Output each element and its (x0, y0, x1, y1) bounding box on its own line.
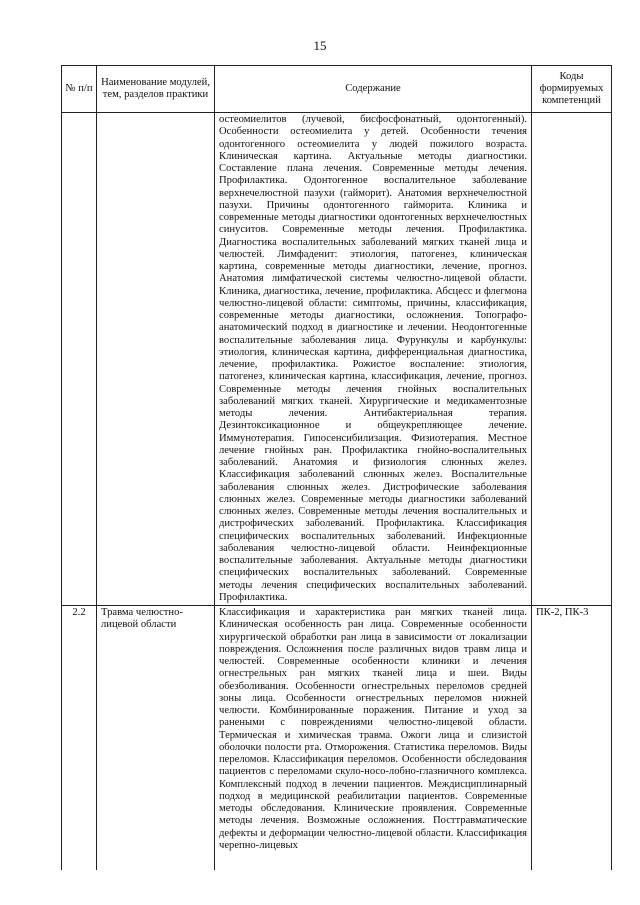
table-row (62, 113, 612, 606)
curriculum-table (61, 65, 612, 870)
header-competency-codes: Коды формируемых компетенций (532, 66, 612, 113)
row-module-name: Травма челюстно-лицевой области (97, 606, 215, 871)
table-row (62, 606, 612, 871)
header-content: Содержание (215, 66, 532, 113)
row-competency-codes: ПК-2, ПК-3 (532, 606, 612, 871)
row-content: Классификация и характеристика ран мягких тканей лица. Клиническая особенность ран лица. Современные особенности хирургической обработки ран лица в зависимости от локализации повреждения. Осложнения после различных видов травм лица и челюстей. Современные особенности клиники и лечения огнестрельных ран мягких тканей лица и шеи. Виды обезболивания. Особенности огнестрельных переломов средней зоны лица. Особенности огнестрельных переломов нижней челюсти. Комбинированные поражения. Питание и уход за ранеными с повреждениями челюстно-лицевой области. Термическая и химическая травма. Ожоги лица и слизистой оболочки полости рта. Отморожения. Статистика переломов. Виды переломов. Классификация переломов. Особенности обследования пациентов с переломами скуло-носо-лобно-глазничного комплекса. Комплексный подход в лечении пациентов. Междисциплинарный подход в медицинской реабилитации пациентов. Современные методы обследования. Клинические проявления. Современные методы лечения. Возможные осложнения. Посттравматические дефекты и деформации челюстно-лицевой области. Классификация черепно-лицевых (215, 606, 532, 871)
header-module-name: Наименование модулей, тем, разделов практики (97, 66, 215, 113)
row-content: остеомиелитов (лучевой, бисфосфонатный, одонтогенный). Особенности остеомиелита у детей. Особенности течения одонтогенного остеомиелита у людей пожилого возраста. Клиническая картина. Актуальные методы диагностики. Составление плана лечения. Современные методы лечения. Профилактика. Одонтогенное воспалительное заболевание верхнечелюстной пазухи (гайморит). Анатомия верхнечелюстной пазухи. Причины одонтогенного гайморита. Клиника и современные методы диагностики одонтогенных верхнечелюстных синуситов. Современные методы лечения. Профилактика. Диагностика воспалительных заболеваний мягких тканей лица и челюстей. Лимфаденит: этиология, патогенез, клиническая картина, современные методы диагностики, лечение, прогноз. Анатомия лимфатической системы челюстно-лицевой области. Клиника, диагностика, лечение, профилактика. Абсцесс и флегмона челюстно-лицевой области: симптомы, причины, классификация, современные методы диагностики, осложнения. Топографо-анатомический подход в диагностике и лечении. Неодонтогенные воспалительные заболевания лица. Фурункулы и карбункулы: этиология, клиническая картина, дифференциальная диагностика, лечение, профилактика. Рожистое воспаление: этиология, патогенез, клиническая картина, классификация, лечение, прогноз. Современные методы лечения гнойных воспалительных заболеваний мягких тканей. Хирургические и медикаментозные методы лечения. Антибактериальная терапия. Дезинтоксикационное и общеукрепляющее лечение. Иммунотерапия. Гипосенсибилизация. Физиотерапия. Местное лечение гнойных ран. Профилактика гнойно-воспалительных заболеваний. Анатомия и физиология слюнных желез. Классификация заболеваний слюнных желез. Воспалительные заболевания слюнных желез. Дистрофические заболевания слюнных желез. Современные методы диагностики заболеваний слюнных желез. Современные методы лечения воспалительных и дистрофических заболеваний. Профилактика. Классификация специфических воспалительных заболеваний. Инфекционные заболевания челюстно-лицевой области. Неинфекционные воспалительные заболевания. Актуальные методы диагностики специфических воспалительных заболеваний. Современные методы лечения специфических воспалительных заболеваний. Профилактика. (215, 113, 532, 606)
row-module-name (97, 113, 215, 606)
row-number: 2.2 (62, 606, 97, 871)
row-competency-codes (532, 113, 612, 606)
header-number: № п/п (62, 66, 97, 113)
row-number (62, 113, 97, 606)
table-header-row (62, 66, 612, 113)
page-number: 15 (313, 38, 327, 53)
